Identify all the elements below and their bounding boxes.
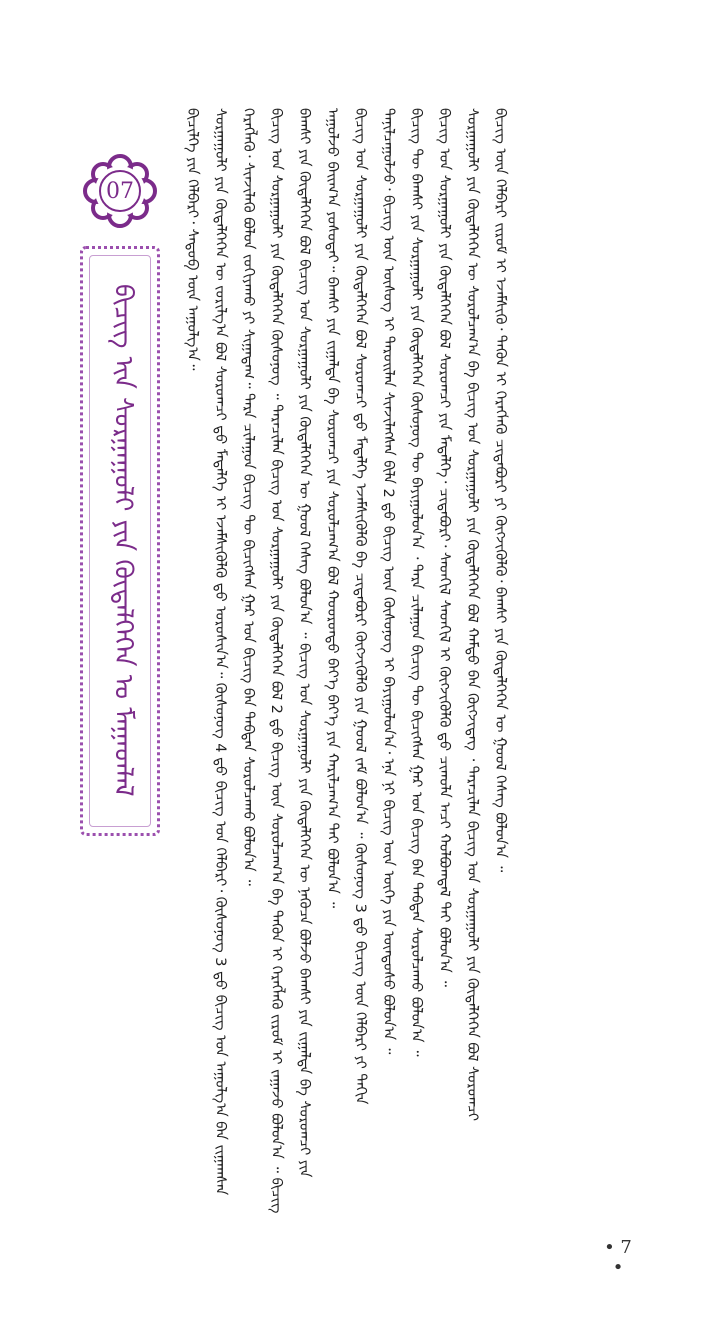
text-column: ᠪᠢᠴᠢᠭ ᠲᠦ ᠪᠠᠭᠰᠢ ᠶᠢᠨ ᠰᠤᠷᠭᠠᠭᠤᠯᠢ ᠶᠢᠨ ᠬᠥᠳᠡᠯᠭᠡᠭᠡᠨ ᠬᠦᠰᠦᠨᠦᠭ ᠲᠦ ᠪᠠᠶᠢᠭᠤᠯᠤᠨ᠎ᠠ ᠂ ᠲᠡᠷᠡ ᠴᠢᠯᠠᠭᠤᠨ ᠪᠢᠴᠢᠭ ᠲᠦ ᠪᠢᠴᠢᠭᠰᠡᠨ ᠭᠠᠷ ᠤᠨ ᠪᠢᠴᠢᠭ ᠪᠠᠨ ᠳᠠᠪᠲᠠᠨ ᠰᠤᠷᠤᠯᠴᠠᠬᠤ ᠪᠣᠯᠤᠨ᠎ᠠ ᠃: [408, 108, 424, 1057]
text-column: ᠪᠢᠴᠢᠭ ᠤᠨ ᠰᠤᠷᠭᠠᠭᠤᠯᠢ ᠶᠢᠨ ᠬᠥᠳᠡᠯᠭᠡᠭᠡᠨ ᠪᠣᠯ ᠰᠤᠷᠤᠭᠴᠢ ᠶᠢᠨ ᠮᠡᠳᠡᠯᠭᠡ᠂ ᠴᠢᠳᠠᠪᠤᠷᠢ᠂ ᠰᠡᠳᠭᠢᠯ ᠰᠡᠳᠬᠢᠯ ᠢ ᠬᠥᠭᠵᠢᠭᠦᠯᠬᠦ ᠳ᠋ᠤ ᠴᠢᠬᠤᠯᠠ ᠠᠴᠢ ᠬᠤᠯᠪᠤᠭᠳᠠᠯ ᠲᠠᠢ ᠪᠣᠯᠤᠨ᠎ᠠ ᠃: [436, 108, 452, 987]
chapter-number: 07: [106, 178, 134, 204]
text-column: ᠪᠢᠴᠢᠯᠭᠡ ᠶᠢᠨ ᠬᠡᠯᠪᠡᠷᠢ᠂ ᠰᠡᠳᠦᠪ ᠦᠨ ᠠᠭᠤᠯᠭ᠎ᠠ᠃: [184, 108, 200, 371]
text-column: ᠰᠤᠷᠭᠠᠭᠤᠯᠢ ᠶᠢᠨ ᠬᠥᠳᠡᠯᠭᠡᠭᠡᠨ ᠦ ᠵᠣᠷᠢᠯᠭ᠎ᠠ ᠪᠣᠯ ᠰᠤᠷᠤᠭᠴᠢ ᠳ᠋ᠤ ᠮᠡᠳᠡᠯᠭᠡ ᠢ ᠡᠵᠡᠮᠰᠢᠭᠦᠯᠬᠦ ᠳ᠋ᠤ ᠣᠷᠣᠰᠢᠨ᠎ᠠ᠃ ᠬᠦᠰᠦᠨᠦᠭ 4 ᠳ᠋ᠦ ᠪᠢᠴᠢᠭ ᠤᠨ ᠬᠡᠯᠪᠡᠷᠢ᠂ ᠬᠦᠰᠦᠨᠦᠭ 3 ᠳ᠋ᠦ ᠪᠢᠴᠢᠭ ᠤᠨ ᠠᠭᠤᠯᠭ᠎ᠠ ᠪᠠᠨ ᠵᠢᠭᠠᠭᠰᠠᠨ: [212, 108, 228, 1196]
chapter-badge: [82, 153, 158, 229]
text-column: ᠪᠠᠭᠰᠢ ᠶᠢᠨ ᠬᠥᠳᠡᠯᠭᠡᠭᠡᠨ ᠪᠣᠯ ᠪᠢᠴᠢᠭ ᠤᠨ ᠰᠤᠷᠭᠠᠭᠤᠯᠢ ᠶᠢᠨ ᠬᠥᠳᠡᠯᠭᠡᠭᠡᠨ ᠦ ᠭᠣᠣᠯ ᠬᠡᠰᠡᠭ ᠪᠣᠯᠤᠨ᠎ᠠ ᠃ ᠪᠢᠴᠢᠭ ᠤᠨ ᠰᠤᠷᠭᠠᠭᠤᠯᠢ ᠶᠢᠨ ᠬᠥᠳᠡᠯᠭᠡᠭᠡᠨ ᠦ ᠨᠡᠬᠦᠴᠡ ᠪᠣᠯᠵᠤ ᠪᠠᠭᠰᠢ ᠶᠢᠨ ᠵᠢᠭᠠᠯᠲᠠ ᠪᠠ ᠰᠤᠷᠤᠭᠴᠢ ᠶᠢᠨ: [296, 108, 312, 1178]
text-column: ᠪᠢᠴᠢᠭ ᠤᠨ ᠰᠤᠷᠭᠠᠭᠤᠯᠢ ᠶᠢᠨ ᠬᠥᠳᠡᠯᠭᠡᠭᠡᠨ ᠬᠦᠰᠦᠨᠦᠭ ᠃ ᠲᠡᠷᠡᠴᠢᠯᠡᠨ ᠪᠢᠴᠢᠭ ᠤᠨ ᠰᠤᠷᠭᠠᠭᠤᠯᠢ ᠶᠢᠨ ᠬᠥᠳᠡᠯᠭᠡᠭᠡᠨ ᠪᠣᠯ 2 ᠳ᠋ᠦ ᠪᠢᠴᠢᠭ ᠦᠨ ᠰᠤᠷᠤᠯᠴᠠᠭ᠎ᠠ ᠪᠠ ᠲᠡᠭᠦᠨ ᠢ ᠬᠡᠷᠡᠭᠯᠡᠬᠦ ᠵᠢᠷᠤᠮ ᠢ ᠵᠠᠭᠠᠵᠤ ᠪᠣᠯᠤᠨ᠎ᠠ ᠃ ᠪᠢᠴᠢᠭ: [268, 108, 284, 1214]
body-text: [180, 108, 650, 1238]
text-column: ᠰᠤᠷᠭᠠᠭᠤᠯᠢ ᠶᠢᠨ ᠬᠥᠳᠡᠯᠭᠡᠭᠡᠨ ᠦ ᠰᠤᠷᠤᠯᠴᠠᠭ᠎ᠠ ᠪᠠ ᠪᠢᠴᠢᠭ ᠤᠨ ᠰᠤᠷᠭᠠᠭᠤᠯᠢ ᠶᠢᠨ ᠬᠥᠳᠡᠯᠭᠡᠭᠡᠨ ᠪᠣᠯ ᠬᠠᠮᠲᠤ ᠪᠠᠨ ᠬᠥᠭᠵᠢᠳᠡᠭ ᠂ ᠲᠡᠷᠡᠴᠢᠯᠡᠨ ᠪᠢᠴᠢᠭ ᠤᠨ ᠰᠤᠷᠭᠠᠭᠤᠯᠢ ᠶᠢᠨ ᠬᠥᠳᠡᠯᠭᠡᠭᠡᠨ ᠪᠣᠯ ᠰᠤᠷᠤᠭᠴᠢ: [464, 108, 480, 1122]
text-column: ᠬᠡᠷᠡᠭᠯᠡᠬᠦ᠂ ᠰᠢᠨᠵᠢᠯᠡᠬᠦ ᠪᠣᠯᠤᠨ ᠵᠣᠬᠢᠶᠠᠬᠤ ᠶᠢ ᠰᠢᠭ᠋ᠠᠳᠠᠭ᠃ ᠲᠡᠷᠡ ᠴᠢᠯᠠᠭᠤᠨ ᠪᠢᠴᠢᠭ ᠲᠦ ᠪᠢᠴᠢᠭᠰᠡᠨ ᠭᠠᠷ ᠤᠨ ᠪᠢᠴᠢᠭ ᠪᠠᠨ ᠳᠠᠪᠲᠠᠨ ᠰᠤᠷᠤᠯᠴᠠᠬᠤ ᠪᠣᠯᠤᠨ᠎ᠠ ᠃: [240, 108, 256, 886]
text-column: ᠪᠢᠴᠢᠭ ᠦᠨ ᠬᠡᠯᠪᠡᠷᠢ ᠵᠢᠷᠤᠮ ᠢ ᠡᠵᠡᠮᠰᠢᠬᠦ᠂ ᠲᠡᠭᠦᠨ ᠢ ᠬᠡᠷᠡᠭᠯᠡᠬᠦ ᠴᠢᠳᠠᠪᠤᠷᠢ ᠶᠢ ᠬᠥᠭᠵᠢᠭᠦᠯᠬᠦ᠂ ᠪᠠᠭᠰᠢ ᠶᠢᠨ ᠬᠥᠳᠡᠯᠭᠡᠭᠡᠨ ᠦ ᠭᠣᠣᠯ ᠬᠡᠰᠡᠭ ᠪᠣᠯᠤᠨ᠎ᠠ ᠃: [492, 108, 508, 873]
text-column: ᠪᠢᠴᠢᠭ ᠤᠨ ᠰᠤᠷᠭᠠᠭᠤᠯᠢ ᠶᠢᠨ ᠬᠥᠳᠡᠯᠭᠡᠭᠡᠨ ᠪᠣᠯ ᠰᠤᠷᠤᠭᠴᠢ ᠳ᠋ᠤ ᠮᠡᠳᠡᠯᠭᠡ ᠡᠵᠡᠮᠰᠢᠭᠦᠯᠬᠦ ᠪᠠ ᠴᠢᠳᠠᠪᠤᠷᠢ ᠬᠥᠭᠵᠢᠭᠦᠯᠬᠦ ᠶᠢᠨ ᠭᠣᠣᠯ ᠵᠠᠮ ᠪᠣᠯᠤᠨ᠎ᠠ ᠃ ᠬᠦᠰᠦᠨᠦᠭ 3 ᠳ᠋ᠦ ᠪᠢᠴᠢᠭ ᠦᠨ ᠬᠡᠯᠪᠡᠷᠢ ᠶᠢ ᠳᠠᠬᠢᠨ: [352, 108, 368, 1105]
text-column: ᠲᠠᠨᠢᠯᠴᠠᠭᠤᠯᠵᠤ᠂ ᠪᠢᠴᠢᠭ ᠦᠨ ᠦᠰᠦᠭ ᠢ ᠳᠠᠷᠤᠢᠯᠠᠨ ᠰᠢᠨᠵᠢᠯᠡᠭᠰᠡᠨ ᠪᠢᠯᠡ 2 ᠳ᠋ᠦ ᠪᠢᠴᠢᠭ ᠦᠨ ᠬᠦᠰᠦᠨᠦᠭ ᠢ ᠪᠠᠶᠢᠭᠤᠯᠤᠨ᠎ᠠ᠂ ᠡᠨᠡ ᠨᠢ ᠪᠢᠴᠢᠭ ᠦᠨ ᠦᠭᠡ ᠶᠢᠨ ᠦᠨᠳᠦᠰᠦ ᠪᠣᠯᠤᠨ᠎ᠠ ᠃: [380, 108, 396, 1055]
page-number: • 7 •: [604, 1237, 632, 1278]
chapter-title-frame: [80, 246, 160, 836]
chapter-title: ᠪᠢᠴᠢᠭ ᠢᠨ ᠰᠤᠷᠭᠠᠭᠤᠯᠢ ᠶᠢᠨ ᠬᠥᠳᠡᠯᠭᠡᠭᠡᠨ ᠤ ᠮᠠᠭᠠᠳᠯᠠᠯ: [108, 283, 138, 797]
text-column: ᠠᠭᠤᠯᠵᠤ ᠪᠠᠢᠭ᠎ᠠ ᠶᠣᠰᠣᠲᠠᠢ᠃ ᠪᠠᠭᠰᠢ ᠶᠢᠨ ᠵᠢᠭᠠᠯᠲᠠ ᠪᠠ ᠰᠤᠷᠤᠭᠴᠢ ᠶᠢᠨ ᠰᠤᠷᠤᠯᠴᠠᠭ᠎ᠠ ᠪᠣᠯ ᠬᠣᠣᠷᠣᠨᠳᠤ ᠪᠡᠶ᠎ᠡ ᠪᠡᠶ᠎ᠡ ᠶᠢᠨ ᠬᠠᠷᠢᠯᠴᠠᠭ᠎ᠠ ᠲᠠᠢ ᠪᠣᠯᠤᠨ᠎ᠠ ᠃: [324, 108, 340, 909]
